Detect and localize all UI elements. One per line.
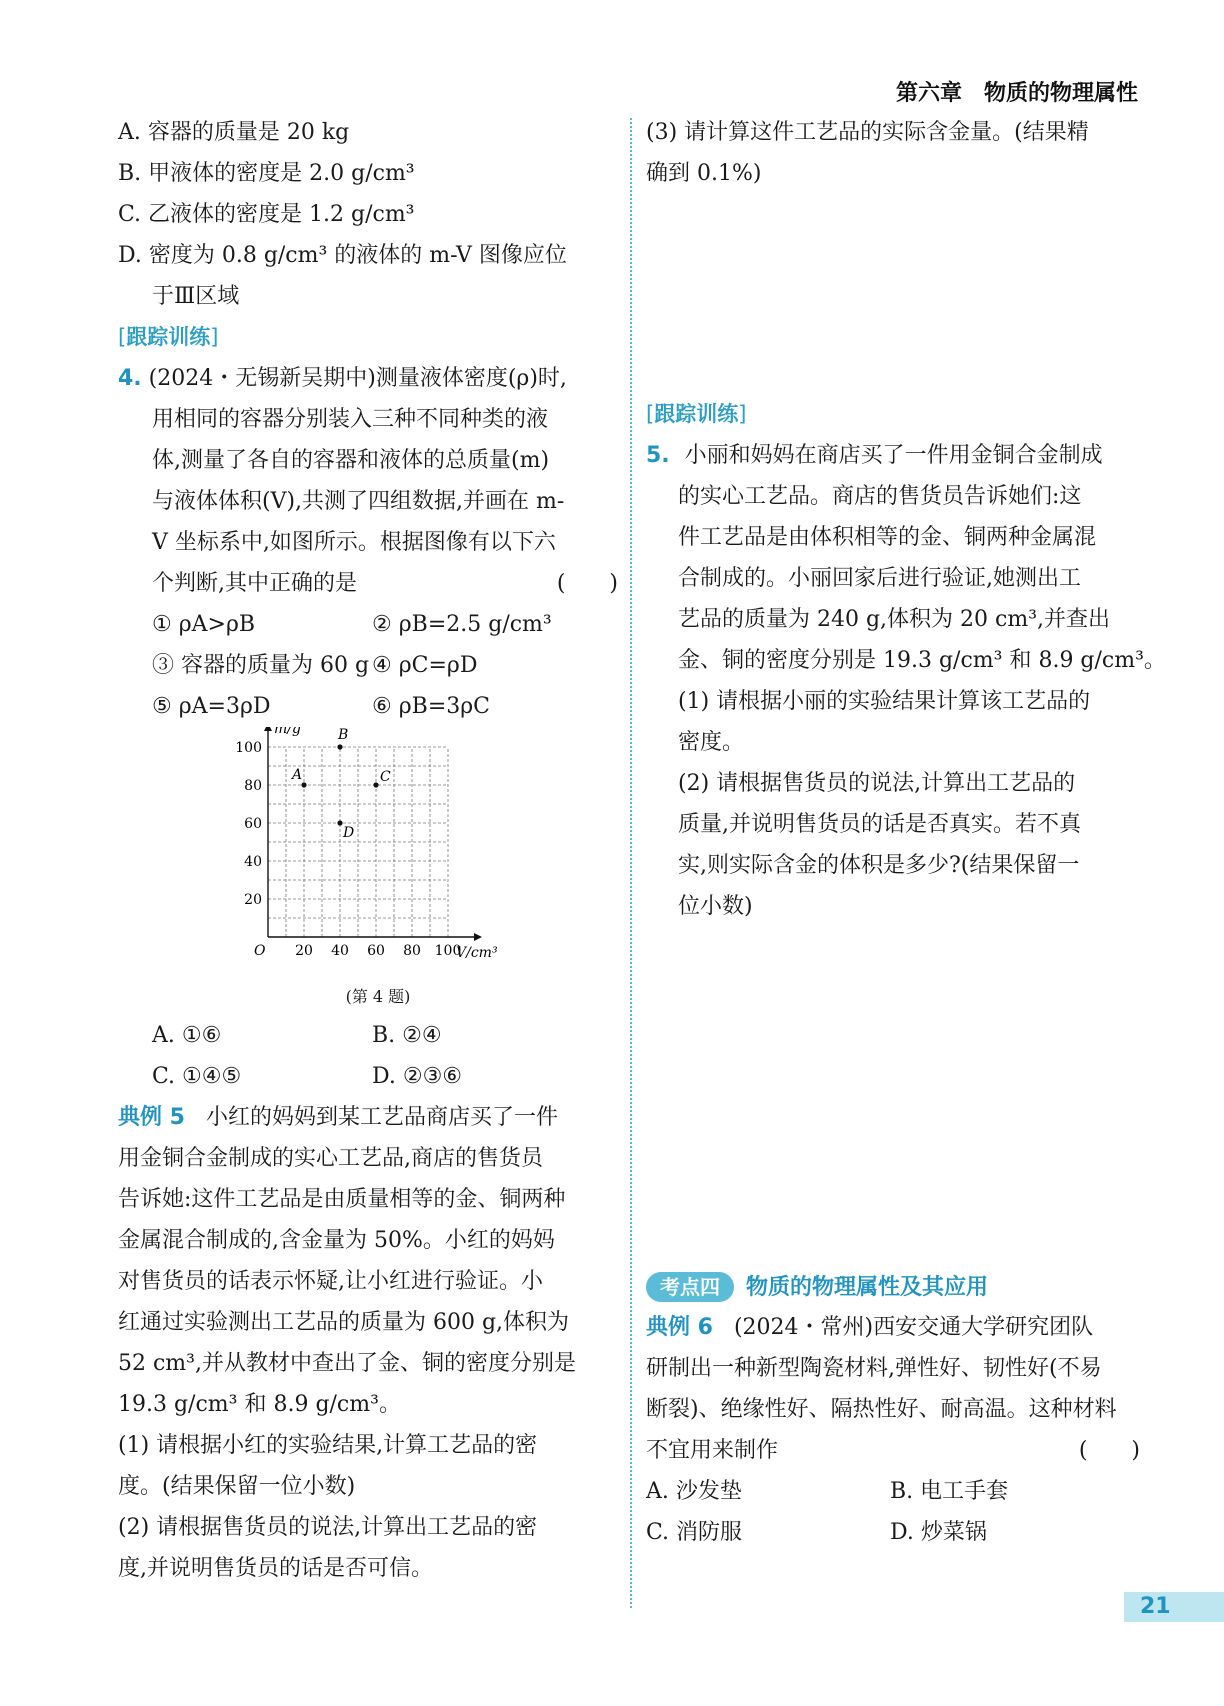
ex6-stem-end: 不宜用来制作 [646,1438,779,1463]
q4-options-row [118,1015,618,1056]
q4-option-a: A. ①⑥ [152,1023,222,1048]
ex5-line: 度。(结果保留一位小数) [118,1474,356,1499]
point-label-b: B [338,727,349,743]
column-divider [630,118,632,1608]
track-training-label: 跟踪训练 [654,402,739,426]
ex5-line: 52 cm³,并从教材中查出了金、铜的密度分别是 [118,1351,576,1376]
judgment-2: ② ρB=2.5 g/cm³ [372,612,552,637]
x-axis-label: V/cm³ [456,945,498,961]
ex5-line: 红通过实验测出工艺品的质量为 600 g,体积为 [118,1310,570,1335]
ex5-line: 19.3 g/cm³ 和 8.9 g/cm³。 [118,1392,401,1417]
ex5-line: (1) 请根据小红的实验结果,计算工艺品的密 [118,1433,538,1458]
judgment-3: ③ 容器的质量为 60 g [152,653,370,678]
x-tick-label: 60 [367,943,385,959]
point-label-a: A [292,767,303,783]
q5-line: 件工艺品是由体积相等的金、铜两种金属混 [678,525,1097,550]
q5-text: 小丽和妈妈在商店买了一件用金铜合金制成 [684,443,1103,468]
q4-line: V 坐标系中,如图所示。根据图像有以下六 [152,530,556,555]
q4-stem-end: 个判断,其中正确的是 [152,571,357,596]
answer-space-2 [646,927,1140,1261]
data-point-b [337,744,342,749]
ex5-line: 对售货员的话表示怀疑,让小红进行验证。小 [118,1269,543,1294]
q4-line: 用相同的容器分别装入三种不同种类的液 [152,407,549,432]
ex6-option-c: C. 消防服 [646,1520,743,1545]
mv-chart-svg [228,727,528,977]
judgment-6: ⑥ ρB=3ρC [372,694,491,719]
page-number: 21 [1124,1592,1224,1622]
mv-chart [228,727,528,987]
kaodian-title: 物质的物理属性及其应用 [746,1274,989,1300]
q4-option-d: D. ②③⑥ [372,1064,463,1089]
q5-line: 的实心工艺品。商店的售货员告诉她们:这 [678,484,1082,509]
q4-line-1 [118,358,618,399]
q5-number: 5. [646,443,670,468]
ex5-line: 度,并说明售货员的话是否可信。 [118,1556,433,1581]
ex5-label: 典例 5 [118,1105,185,1130]
q3-line: (3) 请计算这件工艺品的实际含金量。(结果精 [646,120,1089,145]
option-d: D. 密度为 0.8 g/cm³ 的液体的 m-V 图像应位 [118,243,567,268]
option-b: B. 甲液体的密度是 2.0 g/cm³ [118,161,415,186]
track-training-label: 跟踪训练 [126,325,211,349]
y-tick-label: 100 [235,740,262,756]
ex6-options-row [646,1512,1140,1553]
q4-options-row [118,1056,618,1097]
ex6-line-1 [646,1307,1140,1348]
q4-line: 与液体体积(V),共测了四组数据,并画在 m- [152,489,565,514]
judgment-row [118,604,618,645]
option-c: C. 乙液体的密度是 1.2 g/cm³ [118,202,415,227]
q5-line: 合制成的。小丽回家后进行验证,她测出工 [678,566,1081,591]
q5-line: 密度。 [678,730,745,755]
ex6-option-b: B. 电工手套 [890,1479,1009,1504]
track-training-tag-2: [跟踪训练] [646,402,747,426]
x-tick-label: 100 [434,943,462,959]
point-label-c: C [380,769,391,785]
q5-line: 金、铜的密度分别是 19.3 g/cm³ 和 8.9 g/cm³。 [678,648,1166,673]
q4-option-c: C. ①④⑤ [152,1064,242,1089]
ex5-line: (2) 请根据售货员的说法,计算出工艺品的密 [118,1515,538,1540]
ex6-line [646,1430,1140,1471]
q4-option-b: B. ②④ [372,1023,442,1048]
judgment-5: ⑤ ρA=3ρD [152,694,271,719]
option-d-cont: 于Ⅲ区域 [152,284,240,309]
y-axis-arrow [264,727,272,731]
ex5-line: 用金铜合金制成的实心工艺品,商店的售货员 [118,1146,543,1171]
y-axis-label: m/g [274,727,301,737]
q5-line-1 [646,435,1140,476]
q3-line: 确到 0.1%) [646,161,762,186]
ex6-options-row [646,1471,1140,1512]
kaodian-badge: 考点四 [646,1272,734,1302]
y-tick-label: 20 [244,892,262,908]
q4-line: 体,测量了各自的容器和液体的总质量(m) [152,448,550,473]
option-a: A. 容器的质量是 20 kg [118,120,350,145]
answer-space [646,194,1140,394]
q5-line: 艺品的质量为 240 g,体积为 20 cm³,并查出 [678,607,1111,632]
judgment-1: ① ρA>ρB [152,612,256,637]
ex6-text: (2024・常州)西安交通大学研究团队 [733,1315,1094,1340]
track-training-tag: [跟踪训练] [118,325,219,349]
x-tick-label: 80 [403,943,421,959]
data-point-a [301,782,306,787]
x-axis-arrow [474,933,482,941]
q5-line: (2) 请根据售货员的说法,计算出工艺品的 [678,771,1076,796]
x-tick-label: 20 [295,943,313,959]
q4-line [118,563,618,604]
ex5-line: 金属混合制成的,含金量为 50%。小红的妈妈 [118,1228,555,1253]
answer-paren: ( ) [556,571,618,596]
ex5-line: 告诉她:这件工艺品是由质量相等的金、铜两种 [118,1187,566,1212]
judgment-row [118,686,618,727]
data-point-d [337,820,342,825]
right-column [646,112,1166,1553]
y-tick-label: 40 [244,854,262,870]
chapter-header: 第六章 物质的物理属性 [895,81,1138,106]
ex6-option-a: A. 沙发垫 [646,1479,742,1504]
left-column [118,112,618,1589]
q4-number: 4. [118,366,142,391]
kaodian-heading [646,1269,1140,1305]
figure-caption: (第 4 题) [345,987,411,1006]
q4-text: (2024・无锡新吴期中)测量液体密度(ρ)时, [148,366,567,391]
ex5-text: 小红的妈妈到某工艺品商店买了一件 [205,1105,558,1130]
y-tick-label: 80 [244,778,262,794]
x-tick-label: 40 [331,943,349,959]
q5-line: 实,则实际含金的体积是多少?(结果保留一 [678,853,1080,878]
origin-label: O [254,943,266,959]
q5-line: (1) 请根据小丽的实验结果计算该工艺品的 [678,689,1091,714]
ex6-option-d: D. 炒菜锅 [890,1520,987,1545]
ex5-line-1 [118,1097,618,1138]
ex6-line: 断裂)、绝缘性好、隔热性好、耐高温。这种材料 [646,1397,1117,1422]
y-tick-label: 60 [244,816,262,832]
judgment-4: ④ ρC=ρD [372,653,478,678]
answer-paren: ( ) [1078,1438,1140,1463]
judgment-row [118,645,618,686]
ex6-line: 研制出一种新型陶瓷材料,弹性好、韧性好(不易 [646,1356,1102,1381]
point-label-d: D [343,825,355,841]
data-point-c [373,782,378,787]
ex6-label: 典例 6 [646,1315,713,1340]
q5-line: 位小数) [678,894,753,919]
q5-line: 质量,并说明售货员的话是否真实。若不真 [678,812,1081,837]
